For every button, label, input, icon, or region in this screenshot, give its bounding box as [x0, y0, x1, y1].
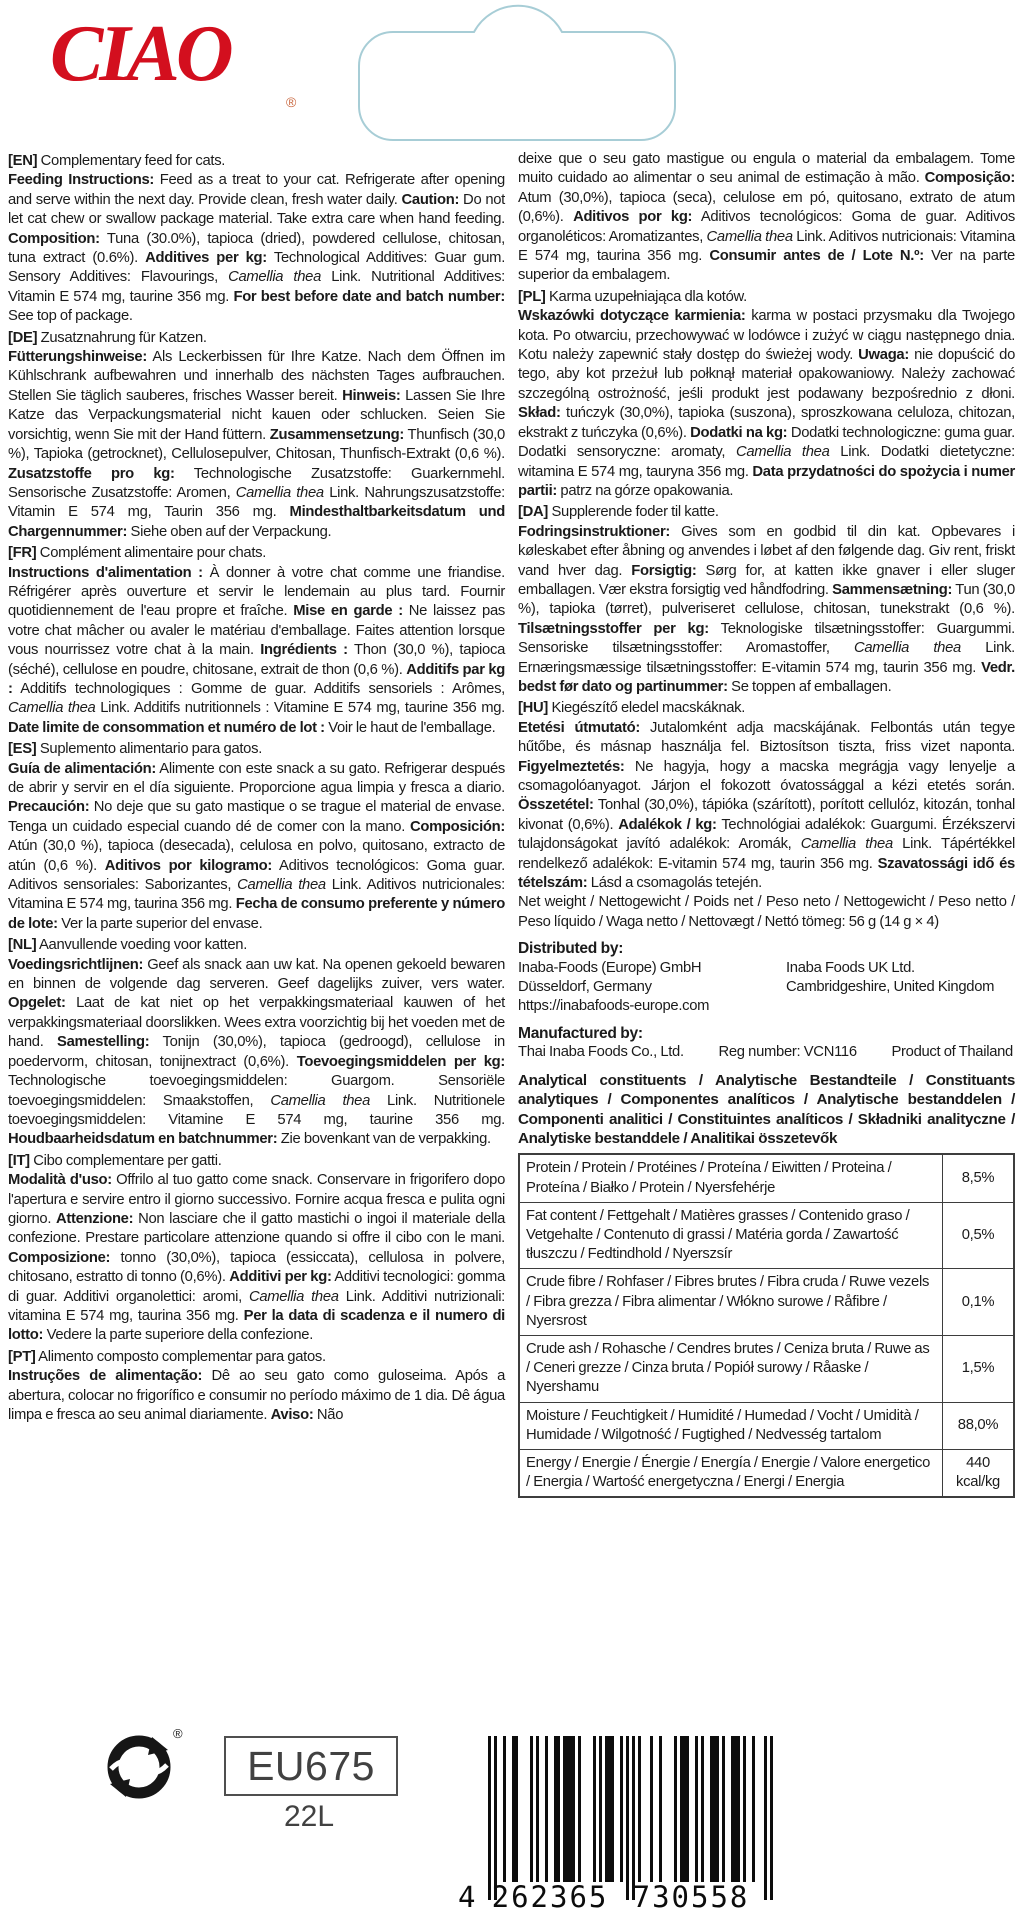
label-paragraph: [8, 544, 505, 563]
distributor-address-europe: [518, 959, 786, 1017]
label-lead-in: Date limite de consommation et numéro de lot :: [8, 719, 325, 736]
analytical-row-label: Crude ash / Rohasche / Cendres brutes / Ceniza bruta / Ruwe as / Ceneri grezze / Cinza bruta / Popiół surowy / Råaske / Nyershamu: [519, 1335, 943, 1402]
label-paragraph: [518, 288, 1015, 307]
botanical-name: Camellia thea: [235, 484, 324, 501]
label-text-run: Feed as a treat to your cat. Refrigerate after opening and serve within the next day. Provide clean, fresh water daily.: [8, 172, 505, 208]
label-text-run: Thunfisch (30,0 %), Tapioka (getrocknet), Cellulosepulver, Chitosan, Thunfisch-Extrakt (0,6 %).: [8, 426, 505, 463]
label-text-run: Geef als snack aan uw kat. Na openen gekoeld bewaren en binnen de volgende dag serveren. Geef dagelijks zuiver, vers water.: [8, 956, 505, 993]
distributor-address-uk: [786, 959, 1015, 1017]
label-text-run: Aditivos tecnológicos: Goma guar. Aditivos sensoriales: Saborizantes,: [8, 857, 505, 894]
label-text-run: Link. Additifs nutritionnels : Vitamine E 574 mg, taurine 356 mg.: [95, 700, 505, 717]
label-text-run: Não: [313, 1407, 344, 1423]
label-text-run: Alimento composto complementar para gatos.: [35, 1348, 326, 1365]
label-paragraph: [8, 1152, 505, 1171]
label-text-run: Link. Nutritional Additives: Vitamin E 574 mg, taurine 356 mg.: [8, 269, 505, 305]
label-text-run: Technologische Zusatzstoffe: Guarkernmehl. Sensorische Zusatzstoffe: Aromen,: [8, 465, 505, 501]
label-text-run: Gives som en godbid til din kat. Opbevares i køleskabet efter åbning og anvendes i løbet af den følgende dag. Giv rent, friskt vand hver dag.: [518, 523, 1015, 579]
label-paragraph: [518, 307, 1015, 501]
distributor-line: Inaba-Foods (Europe) GmbH: [518, 959, 702, 976]
label-lead-in: Fütterungshinweise:: [8, 349, 147, 366]
label-text-run: Thon (30,0 %), tapioca (séché), cellulose en poudre, chitosane, extrait de thon (0,6 %).: [8, 642, 505, 678]
label-paragraph: [518, 503, 1015, 522]
label-text-run: karma w postaci przysmaku dla Twojego kota. Po otwarciu, przechowywać w lodówce i zużyć w ciągu następnego dnia. Kotu należy zapewnić stały dostęp do świeżej wody.: [518, 308, 1015, 364]
botanical-name: Camellia thea: [735, 444, 830, 461]
label-left-column: [8, 150, 505, 1498]
footer-marks: [0, 1712, 1024, 1932]
label-paragraph: [8, 564, 505, 739]
label-lead-in: For best before date and batch number:: [233, 288, 505, 305]
label-lead-in: Vedr. bedst før dato og partinummer:: [518, 659, 1015, 695]
label-lead-in: Ingrédients :: [260, 642, 348, 659]
label-paragraph: [8, 760, 505, 935]
label-text-run: nie dopuścić do tego, aby kot przeżuł lub połknął materiał opakowaniowy. Należy zachować szczególną ostrożność, jeśli produkt jest podawany bezpośrednio z dłoni.: [518, 347, 1015, 402]
label-lead-in: Mise en garde :: [293, 603, 403, 620]
label-text-run: Link. Dodatki dietetyczne: witamina E 574 mg, tauryna 356 mg.: [518, 444, 1015, 480]
label-paragraph: [518, 719, 1015, 894]
net-weight-line: Net weight / Nettogewicht / Poids net / Peso neto / Nettogewicht / Peso netto / Peso líquido / Waga netto / Nettovægt / Nettó tömeg: 56 g (14 g × 4): [518, 894, 1015, 930]
label-lead-in: Szavatossági idő és tételszám:: [518, 855, 1015, 892]
label-text-run: Vedere la parte superiore della confezione.: [43, 1327, 314, 1344]
label-lead-in: Uwaga:: [858, 347, 909, 364]
botanical-name: Camellia thea: [228, 269, 322, 286]
label-lead-in: Attenzione:: [55, 1210, 134, 1227]
distributor-website: https://inabafoods-europe.com: [518, 998, 710, 1015]
label-text-run: Link. Additivi nutrizionali: vitamina E 574 mg, taurina 356 mg.: [8, 1288, 505, 1324]
label-text-run: Lásd a csomagolás tetején.: [587, 875, 762, 892]
label-lead-in: Figyelmeztetés:: [518, 758, 625, 775]
analytical-row: [519, 1402, 1014, 1449]
ean13-barcode: [458, 1736, 788, 1926]
label-paragraph: [8, 348, 505, 542]
manufacturer-reg-number: Reg number: VCN116: [718, 1044, 857, 1061]
label-lead-in: [ES]: [8, 741, 37, 758]
botanical-name: Camellia thea: [706, 228, 793, 245]
botanical-name: Camellia thea: [800, 836, 893, 853]
label-lead-in: Additives per kg:: [145, 250, 267, 267]
label-text-run: Ne laissez pas votre chat mâcher ou avaler le matériau d'emballage. Faites attention lorsque vous nourrissez votre chat à la main.: [8, 603, 505, 659]
label-text-run: Link. Nahrungszusatzstoffe: Vitamin E 574 mg, Taurin 356 mg.: [8, 484, 505, 521]
label-lead-in: [PL]: [518, 288, 546, 305]
distributed-by-heading: Distributed by:: [518, 940, 624, 958]
label-paragraph: [8, 1348, 505, 1367]
analytical-row-label: Protein / Protein / Protéines / Proteína / Eiwitten / Proteina / Proteína / Białko / Protein / Nyersfehérje: [519, 1154, 943, 1202]
barcode-digit-first: 4: [458, 1880, 476, 1914]
label-lead-in: Fodringsinstruktioner:: [518, 523, 671, 540]
barcode-digits-right: 730558: [632, 1880, 750, 1914]
distributor-line: Düsseldorf, Germany: [518, 979, 652, 996]
analytical-row-value: 0,1%: [943, 1269, 1015, 1336]
botanical-name: Camellia thea: [270, 1092, 371, 1109]
distributed-by-block: [518, 939, 1015, 1017]
botanical-name: Camellia thea: [248, 1288, 339, 1305]
label-lead-in: Összetétel:: [518, 797, 594, 814]
analytical-heading: Analytical constituents / Analytische Bestandteile / Constituants analytiques / Componentes analíticos / Analytische bestanddelen / Componenti analitici / Constituintes analíticos / Składniki analityczne / Analytiske bestanddele / Analitikai összetevők: [518, 1071, 1015, 1147]
analytical-row-label: Moisture / Feuchtigkeit / Humidité / Humedad / Vocht / Umidità / Humidade / Wilgotność / Fugtighed / Nedvesség tartalom: [519, 1402, 943, 1449]
label-lead-in: Toevoegingsmiddelen per kg:: [296, 1053, 505, 1070]
manufacturer-origin: Product of Thailand: [891, 1044, 1013, 1061]
label-text-run: Additifs technologiques : Gomme de guar. Additifs sensoriels : Arômes,: [12, 680, 505, 697]
label-text-run: Aanvullende voeding voor katten.: [36, 937, 248, 954]
label-lead-in: Precaución:: [8, 799, 90, 816]
label-text-run: Technological Additives: Guar gum. Sensory Additives: Flavourings,: [8, 250, 506, 286]
label-lead-in: Sammensætning:: [832, 581, 953, 598]
label-text-run: Offrilo al tuo gatto come snack. Conservare in frigorifero dopo l'apertura e servire entro il giorno successivo. Fornire acqua fresca e pulita ogni giorno.: [8, 1172, 506, 1227]
label-text-run: Dê ao seu gato como guloseima. Após a abertura, colocar no frigorífico e consumir no período máximo de 1 dia. Dê água limpa e fresca ao seu animal diariamente.: [8, 1368, 505, 1423]
analytical-row-value: 0,5%: [943, 1202, 1015, 1269]
analytical-row-label: Crude fibre / Rohfaser / Fibres brutes / Fibra cruda / Ruwe vezels / Fibra grezza / Fibra alimentar / Włókno surowe / Råfibre / Nyersrost: [519, 1269, 943, 1336]
label-lead-in: [FR]: [8, 545, 37, 562]
label-text-run: Jutalomként adja macskájának. Felbontás után tegye hűtőbe, és másnap használja fel. Biztosítson tiszta, friss vizet naponta.: [518, 719, 1015, 756]
label-text-run: Link. Tápértékkel rendelkező adalékok: E-vitamin 574 mg, taurin 356 mg.: [518, 836, 1015, 872]
label-paragraph: [8, 1171, 505, 1346]
label-lead-in: Consumir antes de / Lote N.º:: [709, 248, 924, 265]
label-text-run: Complément alimentaire pour chats.: [36, 545, 267, 562]
green-dot-recycling-icon: [106, 1734, 172, 1800]
label-text-run: deixe que o seu gato mastigue ou engula o material da embalagem. Tome muito cuidado ao alimentar o seu animal de estimação à mão.: [518, 151, 1015, 187]
label-lead-in: Aditivos por kilogramo:: [104, 857, 272, 874]
label-text-run: Dodatki technologiczne: guma guar. Dodatki sensoryczne: aromaty,: [518, 424, 1015, 461]
label-text-run: Voir le haut de l'emballage.: [324, 719, 496, 736]
label-lead-in: Fecha de consumo preferente y número de lote:: [8, 896, 505, 932]
label-text-run: Tuna (30.0%), tapioca (dried), powdered cellulose, chitosan, tuna extract (0.6%).: [8, 230, 505, 267]
label-text-run: Complementary feed for cats.: [37, 153, 226, 169]
container-code: 22L: [283, 1800, 335, 1833]
recycling-registered-mark: ®: [173, 1726, 183, 1741]
label-paragraph: [8, 936, 505, 955]
label-lead-in: Instructions d'alimentation :: [8, 564, 203, 581]
label-lead-in: Samestelling:: [57, 1034, 150, 1051]
label-text-run: Ver la parte superior del envase.: [57, 915, 263, 932]
label-text-run: Suplemento alimentario para gatos.: [36, 741, 263, 758]
label-text-run: No deje que su gato mastique o se trague el material de envase. Tenga un cuidado especial cuando dé de comer con la mano.: [8, 799, 505, 835]
label-paragraph: [518, 523, 1015, 698]
manufactured-by-heading: Manufactured by:: [518, 1024, 643, 1042]
label-lead-in: Zusatzstoffe pro kg:: [8, 465, 175, 482]
label-paragraph: [8, 740, 505, 759]
barcode-digits-left: 262365: [491, 1880, 609, 1914]
label-text-run: tonno (30,0%), tapioca (essiccata), cellulosa in polvere, chitosano, estratto di tonno (0,6%).: [8, 1249, 505, 1286]
label-lead-in: Hinweis:: [342, 387, 401, 404]
label-text-run: Additivi tecnologici: gomma di guar. Additivi organolettici: aromi,: [8, 1269, 505, 1305]
label-lead-in: Per la data di scadenza e il numero di lotto:: [8, 1307, 505, 1344]
label-lead-in: Caution:: [401, 191, 460, 208]
label-lead-in: Skład:: [518, 405, 561, 422]
label-lead-in: Composição:: [924, 170, 1015, 187]
botanical-name: Camellia thea: [237, 877, 326, 894]
label-text-run: Supplerende foder til katte.: [548, 504, 719, 521]
label-lead-in: Additivi per kg:: [229, 1269, 332, 1286]
label-text-run: tuńczyk (30,0%), tapioka (suszona), sproszkowana celuloza, chitozan, ekstrakt z tuńczyka (0,6%).: [518, 405, 1015, 441]
label-lead-in: Zusammensetzung:: [269, 426, 404, 443]
label-lead-in: [IT]: [8, 1152, 30, 1169]
label-text-run: Atum (30,0%), tapioca (seca), celulose em pó, quitosano, extrato de atum (0,6%).: [518, 189, 1015, 226]
label-text-run: Technologische toevoegingsmiddelen: Guargom. Sensoriële toevoegingsmiddelen: Smaakstoffen,: [8, 1073, 505, 1109]
label-text-run: Lassen Sie Ihre Katze das Verpackungsmaterial nicht kauen oder schlucken. Seien Sie vorsichtig, wenn Sie mit der Hand füttern.: [8, 387, 505, 443]
label-right-column: [518, 150, 1015, 1498]
label-lead-in: Composizione:: [8, 1249, 111, 1266]
label-lead-in: Composición:: [409, 818, 505, 835]
label-text-run: Karma uzupełniająca dla kotów.: [545, 288, 747, 305]
label-text-run: Aditivos tecnológicos: Goma de guar. Aditivos organoléticos: Aromatizantes,: [518, 209, 1015, 245]
label-lead-in: Etetési útmutató:: [518, 719, 640, 736]
label-lead-in: Data przydatności do spożycia i numer partii:: [518, 463, 1015, 499]
label-lead-in: Opgelet:: [8, 995, 66, 1012]
label-lead-in: Dodatki na kg:: [690, 424, 788, 441]
label-lead-in: Guía de alimentación:: [8, 760, 157, 777]
label-lead-in: [DA]: [518, 504, 549, 521]
manufacturer-name: Thai Inaba Foods Co., Ltd.: [518, 1044, 684, 1061]
label-lead-in: [PT]: [8, 1348, 36, 1365]
label-lead-in: Forsigtig:: [631, 562, 697, 579]
registered-trademark-icon: ®: [286, 94, 297, 110]
analytical-row-label: Energy / Energie / Énergie / Energía / Energie / Valore energetico / Energia / Wartość energetyczna / Energi / Energia: [519, 1449, 943, 1497]
label-lead-in: [NL]: [8, 937, 37, 954]
analytical-row: [519, 1269, 1014, 1336]
label-paragraph: [8, 956, 505, 1150]
label-text-run: Tonhal (30,0%), tápióka (szárított), porított cellulóz, kitozán, tonhal kivonat (0,6%).: [518, 797, 1015, 833]
eu-approval-mark: EU675: [224, 1736, 398, 1796]
label-text-run: Sørg for, at katten ikke gnaver i eller sluger emballagen. Vær ekstra forsigtig ved håndfodring.: [518, 562, 1015, 598]
distributor-line: Inaba Foods UK Ltd.: [786, 959, 915, 976]
label-lead-in: Voedingsrichtlijnen:: [8, 956, 144, 973]
label-text-area: [8, 150, 1016, 1498]
analytical-table: [518, 1153, 1015, 1498]
analytical-row-value: 8,5%: [943, 1154, 1015, 1202]
label-text-run: Cibo complementare per gatti.: [29, 1152, 222, 1169]
label-text-run: Link. Ernæringsmæssige tilsætningsstoffer: E-vitamin 574 mg, taurin 356 mg.: [518, 640, 1015, 676]
label-text-run: See top of package.: [8, 308, 133, 325]
label-lead-in: Aviso:: [270, 1407, 314, 1423]
diecut-outline: [356, 0, 678, 146]
analytical-row-value: 1,5%: [943, 1335, 1015, 1402]
label-text-run: Tonijn (30,0%), tapioca (gedroogd), cellulose in poedervorm, chitosan, tonijnextract (0,6%).: [8, 1034, 505, 1070]
label-text-run: Teknologiske tilsætningsstoffer: Guargummi. Sensoriske tilsætningsstoffer: Aromastoffer,: [518, 620, 1015, 657]
label-lead-in: Tilsætningsstoffer per kg:: [518, 620, 709, 637]
label-text-run: Non lasciare che il gatto mastichi o ingoi il materiale della confezione. Prestare particolare attenzione quando si offre il cibo con le mani.: [8, 1210, 505, 1247]
label-lead-in: Mindesthaltbarkeitsdatum und Chargennummer:: [8, 504, 506, 540]
label-text-run: Zie bovenkant van de verpakking.: [277, 1131, 491, 1148]
label-text-run: Alimente con este snack a su gato. Refrigerar después de abrir y servir en el día siguiente. Proporcione agua limpia y fresca a diario.: [8, 760, 505, 796]
botanical-name: Camellia thea: [8, 700, 96, 717]
label-text-run: Do not let cat chew or swallow package material. Take extra care when hand feeding.: [8, 191, 505, 228]
label-lead-in: Additifs par kg :: [8, 661, 505, 697]
analytical-row: [519, 1335, 1014, 1402]
label-lead-in: Wskazówki dotyczące karmienia:: [518, 308, 746, 325]
label-lead-in: Adalékok / kg:: [618, 816, 717, 833]
label-text-run: Siehe oben auf der Verpackung.: [127, 523, 332, 540]
analytical-row-value: 88,0%: [943, 1402, 1015, 1449]
label-paragraph: [8, 1367, 505, 1425]
label-lead-in: Instruções de alimentação:: [8, 1368, 203, 1385]
label-text-run: Ne hagyja, hogy a macska megrágja vagy lenyelje a csomagolóanyagot. Járjon el fokozott óvatossággal a kézi etetés során.: [518, 758, 1015, 794]
analytical-row: [519, 1154, 1014, 1202]
label-paragraph: [518, 150, 1015, 286]
label-text-run: Kiegészítő eledel macskáknak.: [548, 700, 746, 717]
label-paragraph: [8, 152, 505, 171]
analytical-row-value: 440 kcal/kg: [943, 1449, 1015, 1497]
label-lead-in: [DE]: [8, 329, 38, 346]
label-lead-in: Aditivos por kg:: [573, 209, 693, 226]
label-text-run: Laat de kat niet op het verpakkingsmateriaal kauwen of het verpakkingsmateriaal doorslikken. Wees extra voorzichtig bij het voeden met de hand.: [8, 995, 505, 1051]
label-text-run: Zusatznahrung für Katzen.: [37, 329, 207, 346]
analytical-row-label: Fat content / Fettgehalt / Matières grasses / Contenido graso / Vetgehalte / Contenuto di grassi / Matéria gorda / Zawartość tłuszczu / Fedtindhold / Nyerszsír: [519, 1202, 943, 1269]
label-lead-in: Feeding Instructions:: [8, 172, 155, 189]
label-text-run: Technológiai adalékok: Guargumi. Érzékszervi tulajdonságokat javító adalékok: Aromák,: [518, 816, 1015, 853]
botanical-name: Camellia thea: [853, 640, 961, 657]
label-text-run: Link. Aditivos nutricionales: Vitamina E 574 mg, taurina 356 mg.: [8, 877, 505, 913]
label-text-run: Se toppen af emballagen.: [727, 678, 892, 695]
distributor-line: Cambridgeshire, United Kingdom: [786, 979, 995, 996]
label-lead-in: [HU]: [518, 700, 549, 717]
label-text-run: Link. Aditivos nutricionais: Vitamina E 574 mg, taurina 356 mg.: [518, 228, 1015, 265]
label-paragraph: [518, 699, 1015, 718]
label-text-run: Ver na parte superior da embalagem.: [518, 248, 1015, 284]
label-text-run: patrz na górze opakowania.: [557, 482, 734, 499]
label-paragraph: [8, 171, 505, 326]
label-text-run: Atún (30,0 %), tapioca (desecada), celulosa en polvo, quitosano, extracto de atún (0,6 %).: [8, 838, 505, 874]
label-paragraph: [8, 329, 505, 348]
label-lead-in: Composition:: [8, 230, 100, 247]
label-lead-in: Houdbaarheidsdatum en batchnummer:: [8, 1131, 278, 1148]
analytical-row: [519, 1202, 1014, 1269]
label-lead-in: Modalità d'uso:: [8, 1172, 112, 1189]
analytical-row: [519, 1449, 1014, 1497]
label-text-run: Link. Nutritionele toevoegingsmiddelen: Vitamine E 574 mg, taurine 356 mg.: [8, 1092, 505, 1128]
label-right-paragraphs: [518, 150, 1015, 893]
label-text-run: À donner à votre chat comme une friandise. Réfrigérer après ouverture et servir le lendemain au plus tard. Fournir quotidiennement de l'eau propre et fraîche.: [8, 564, 505, 620]
label-lead-in: [EN]: [8, 153, 38, 169]
manufactured-by-block: [518, 1024, 1015, 1063]
brand-logo: CIAO: [50, 10, 230, 98]
label-text-run: Als Leckerbissen für Ihre Katze. Nach dem Öffnen im Kühlschrank aufbewahren und innerhalb des nächsten Tages aufbrauchen. Stellen Sie täglich sauberes, frisches Wasser bereit.: [8, 349, 505, 404]
label-text-run: Tun (30,0 %), tapioka (tørret), pulveriseret cellulose, chitosan, tunekstrakt (0,6 %).: [518, 581, 1015, 618]
